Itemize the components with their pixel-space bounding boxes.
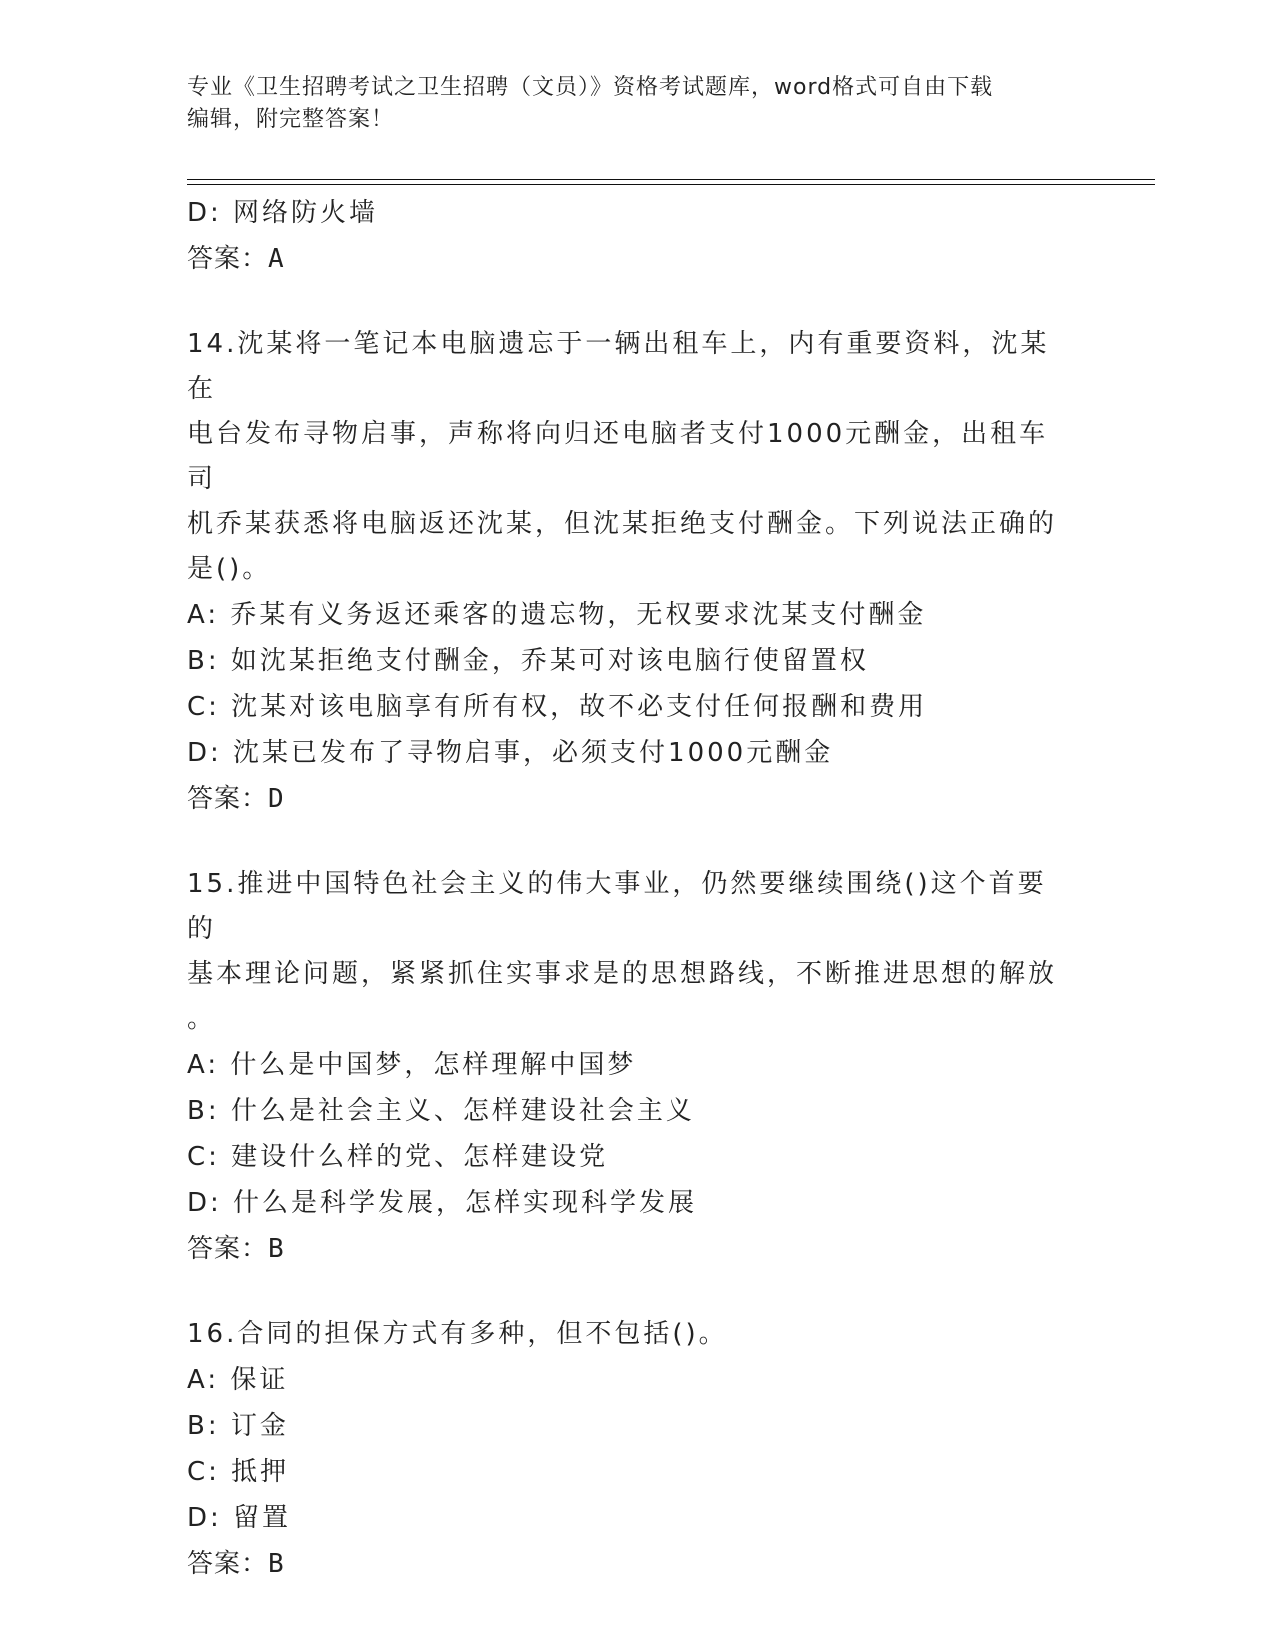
question-text bbox=[187, 1312, 1067, 1357]
question-text bbox=[187, 322, 1067, 592]
option-d: D: 沈某已发布了寻物启事，必须支付1000元酬金 bbox=[187, 738, 834, 768]
answer-label: 答案：B bbox=[187, 1234, 285, 1264]
option-d: D: 留置 bbox=[187, 1503, 292, 1533]
question-text bbox=[187, 862, 1067, 1042]
option-d: D: 什么是科学发展，怎样实现科学发展 bbox=[187, 1188, 698, 1218]
option-d: D: 网络防火墙 bbox=[187, 198, 379, 228]
question-14 bbox=[187, 322, 1087, 822]
question-text-line: 16.合同的担保方式有多种，但不包括()。 bbox=[187, 1319, 728, 1349]
question-text-line: 。 bbox=[187, 1004, 217, 1034]
question-text-line: 基本理论问题，紧紧抓住实事求是的思想路线，不断推进思想的解放 bbox=[187, 959, 1058, 989]
option-c: C: 沈某对该电脑享有所有权，故不必支付任何报酬和费用 bbox=[187, 692, 928, 722]
question-15 bbox=[187, 862, 1087, 1272]
header-divider-bottom bbox=[187, 184, 1155, 185]
question-text-line: 是()。 bbox=[187, 554, 272, 584]
header-title-line-1: 专业《卫生招聘考试之卫生招聘（文员）》资格考试题库，word格式可自由下载 bbox=[187, 75, 994, 100]
header-divider-top bbox=[187, 179, 1155, 180]
option-a: A: 保证 bbox=[187, 1365, 289, 1395]
question-16 bbox=[187, 1312, 1087, 1587]
header-title-line-2: 编辑，附完整答案！ bbox=[187, 107, 395, 132]
option-a: A: 乔某有义务返还乘客的遗忘物，无权要求沈某支付酬金 bbox=[187, 600, 927, 630]
document-header bbox=[187, 72, 1067, 136]
answer-label: 答案：A bbox=[187, 244, 285, 274]
option-b: B: 如沈某拒绝支付酬金，乔某可对该电脑行使留置权 bbox=[187, 646, 869, 676]
option-a: A: 什么是中国梦，怎样理解中国梦 bbox=[187, 1050, 637, 1080]
option-b: B: 订金 bbox=[187, 1411, 289, 1441]
question-list bbox=[187, 190, 1087, 1587]
answer-label: 答案：D bbox=[187, 784, 285, 814]
question-text-line: 15.推进中国特色社会主义的伟大事业，仍然要继续围绕()这个首要的 bbox=[187, 869, 1047, 944]
option-b: B: 什么是社会主义、怎样建设社会主义 bbox=[187, 1096, 695, 1126]
option-c: C: 建设什么样的党、怎样建设党 bbox=[187, 1142, 609, 1172]
question-text-line: 14.沈某将一笔记本电脑遗忘于一辆出租车上，内有重要资料，沈某在 bbox=[187, 329, 1050, 404]
previous-question-tail bbox=[187, 190, 1087, 282]
question-text-line: 机乔某获悉将电脑返还沈某，但沈某拒绝支付酬金。下列说法正确的 bbox=[187, 509, 1058, 539]
answer-label: 答案：B bbox=[187, 1549, 285, 1579]
option-c: C: 抵押 bbox=[187, 1457, 290, 1487]
question-text-line: 电台发布寻物启事，声称将向归还电脑者支付1000元酬金，出租车司 bbox=[187, 419, 1049, 494]
